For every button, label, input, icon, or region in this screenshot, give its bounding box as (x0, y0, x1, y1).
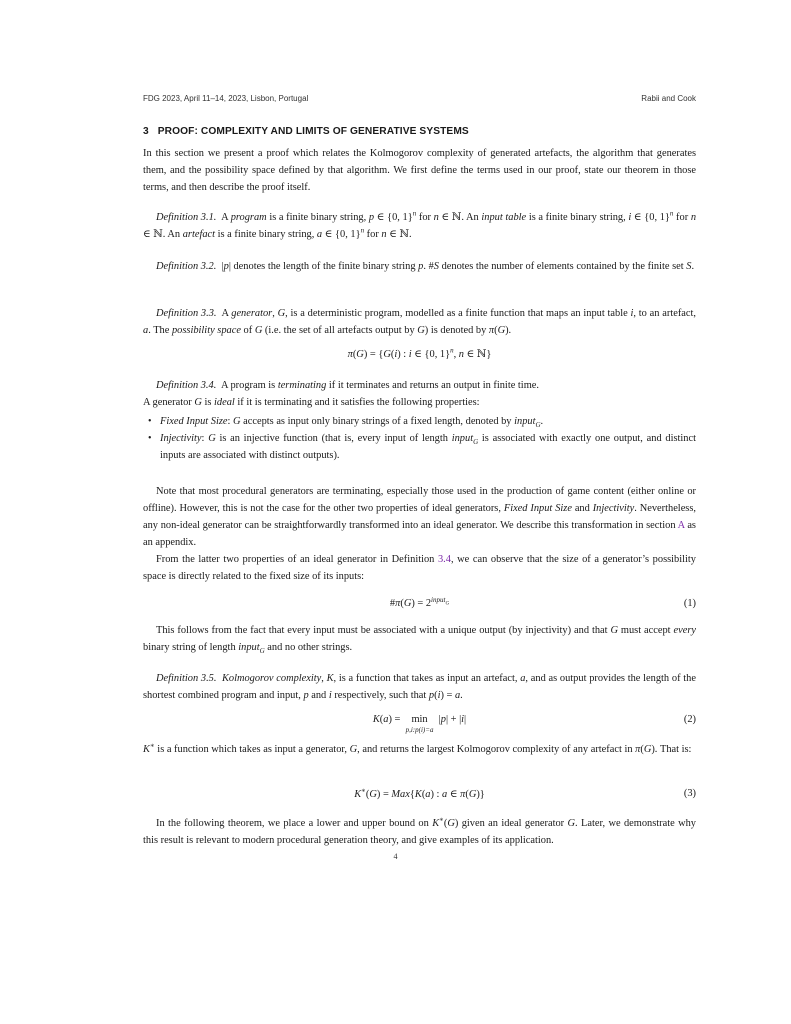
definition-label: Definition 3.3. (156, 308, 217, 319)
section-heading (143, 126, 469, 137)
injectivity-paragraph: This follows from the fact that every input must be associated with a unique output (by injectivity) and that G must accept every binary string of length input$_G$ and no other strings. (143, 625, 696, 656)
list-item: • Injectivity: G is an injective function (that is, every input of length input$_G$ is associated with exactly one output, and distinct inputs are associated with distinct outputs). (160, 430, 696, 464)
definition-3-4: Definition 3.4. A program is terminating if it terminates and returns an output in finite time. A generator G is ideal if it is terminating and it satisfies the following properties: • Fixed Input Size: G accepts as input only binary strings of a fixed length, denoted by input$_G$. • Injectivity: G is an injective function (that is, every input of length input$_G$ is associated with exactly one output, and distinct inputs are associated with distinct outputs). (143, 377, 696, 464)
k-star-paragraph: K∗ is a function which takes as input a generator, G, and returns the largest Kolmogorov complexity of any artefact in π(G). That is: (143, 741, 692, 755)
section-number: 3 (143, 126, 149, 137)
equation-number: (3) (683, 788, 696, 799)
equation-1: #π(G) = $2^{input_G}$ (1) (389, 595, 696, 609)
list-item: • Fixed Input Size: G accepts as input only binary strings of a fixed length, denoted by input$_G$. (160, 413, 696, 430)
equation-3: K∗(G) = Max{K(a) : a ∈ π(G)} (3) (354, 786, 696, 800)
section-title: PROOF: COMPLEXITY AND LIMITS OF GENERATIVE SYSTEMS (157, 126, 469, 137)
definition-3-1: Definition 3.1. A program is a finite binary string, p ∈ {0, 1}$^n$ for n ∈ ℕ. An input table is a finite binary string, i ∈ {0, 1}$^n$ for n ∈ ℕ. An artefact is a finite binary string, a ∈ {0, 1}$^n$ for n ∈ ℕ. (143, 209, 697, 240)
section-intro: In this section we present a proof which relates the Kolmogorov complexity of generated artefacts, the algorithm that generates them, and the possibility space defined by that algorithm. We first define the terms used in our proof, state our theorem in those terms, and then describe the proof itself. (143, 148, 696, 193)
equation-possibility-space: π(G) = {G(i) : i ∈ {0, 1}$^n$, n ∈ ℕ} (347, 346, 492, 360)
definition-label: Definition 3.5. (156, 673, 217, 684)
definition-label: Definition 3.4. (156, 380, 217, 391)
definition-3-5: Definition 3.5. Kolmogorov complexity, K, is a function that takes as input an artefact, a, and as output provides the length of the shortest combined program and input, p and i respectively, such that p(i) = a. (143, 673, 696, 701)
page-number: 4 (393, 852, 398, 861)
ideal-properties-list (143, 413, 696, 464)
running-header-left: FDG 2023, April 11–14, 2023, Lisbon, Portugal (143, 94, 309, 103)
running-header-right: Rabii and Cook (641, 94, 696, 103)
remark-paragraph: Note that most procedural generators are terminating, especially those used in the production of game content (either online or offline). However, this is not the case for the other two properties of ideal generators, Fixed Input Size and Injectivity. Nevertheless, any non-ideal generator can be straightforwardly transformed into an ideal generator. We describe this transformation in section A as an appendix. From the latter two properties of an ideal generator in Definition 3.4, we can observe that the size of a generator’s possibility space is directly related to the fixed size of its inputs: (143, 486, 696, 582)
equation-number: (1) (683, 598, 696, 609)
equation-2: K(a) = min p,i:p(i)=a |p| + |i| (2) (372, 714, 696, 734)
definition-3-3: Definition 3.3. A generator, G, is a deterministic program, modelled as a finite function that maps an input table i, to an artefact, a. The possibility space of G (i.e. the set of all artefacts output by G) is denoted by π(G). (143, 308, 696, 336)
definition-label: Definition 3.1. (156, 212, 217, 223)
definition-3-2: Definition 3.2. |p| denotes the length of the finite binary string p. #S denotes the number of elements contained by the finite set S. (156, 261, 695, 272)
section-intro-block (143, 145, 696, 196)
theorem-intro-paragraph: In the following theorem, we place a lower and upper bound on K∗(G) given an ideal generator G. Later, we demonstrate why this result is relevant to modern procedural generation theory, and give examples of its application. (143, 815, 697, 846)
definition-label: Definition 3.2. (156, 261, 217, 272)
equation-number: (2) (683, 714, 696, 725)
